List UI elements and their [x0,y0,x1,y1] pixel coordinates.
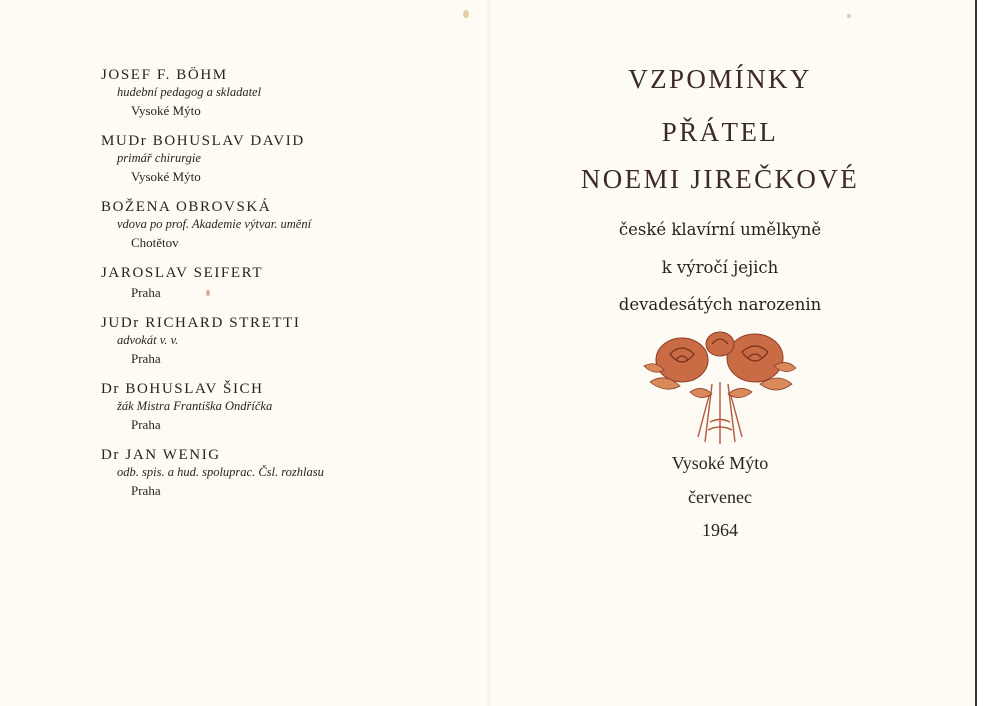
left-page [0,0,490,706]
paper-speck [206,290,210,296]
page-fold [486,0,492,706]
contributor-name: JAROSLAV SEIFERT [101,265,264,281]
contributor-name: Dr JAN WENIG [101,447,221,463]
paper-speck [463,10,469,18]
contributor-name: JOSEF F. BÖHM [101,67,228,83]
contributor-name: MUDr BOHUSLAV DAVID [101,133,305,149]
contributor-place: Vysoké Mýto [131,169,201,184]
contributor-place: Chotětov [131,235,179,250]
title-line-2: PŘÁTEL [661,117,779,147]
contributor-place: Praha [131,483,161,498]
contributor-role: primář chirurgie [117,151,201,165]
paper-speck [847,14,851,18]
imprint-month: červenec [688,487,752,507]
contributor-entry [101,132,481,185]
contributor-name: JUDr RICHARD STRETTI [101,315,301,331]
contributor-place: Praha [131,285,161,300]
contributor-entry [101,446,481,499]
flower-bouquet-icon [640,322,800,450]
subtitle-line-2: k výročí jejich [661,258,779,277]
contributor-place: Praha [131,351,161,366]
contributor-entry [101,66,481,119]
contributor-entry [101,264,481,301]
contributor-entry [101,380,481,433]
contributor-role: odb. spis. a hud. spoluprac. Čsl. rozhlasu [117,465,324,479]
contributor-name: BOŽENA OBROVSKÁ [101,199,272,215]
contributor-entry [101,314,481,367]
title-line-3: NOEMI JIREČKOVÉ [580,164,860,194]
contributor-name: Dr BOHUSLAV ŠICH [101,381,264,397]
imprint-year: 1964 [702,520,738,540]
subtitle-line-3: devadesátých narozenin [618,295,822,314]
subtitle-line-1: české klavírní umělkyně [618,220,822,239]
contributor-role: vdova po prof. Akademie výtvar. umění [117,217,312,231]
contributor-place: Vysoké Mýto [131,103,201,118]
page-edge [975,0,1000,706]
contributor-list [101,66,481,512]
title-line-1: VZPOMÍNKY [628,64,812,94]
contributor-role: žák Mistra Františka Ondříčka [117,399,273,413]
contributor-role: hudební pedagog a skladatel [117,85,262,99]
contributor-place: Praha [131,417,161,432]
imprint-place: Vysoké Mýto [671,453,769,473]
contributor-entry [101,198,481,251]
contributor-role: advokát v. v. [117,333,179,347]
